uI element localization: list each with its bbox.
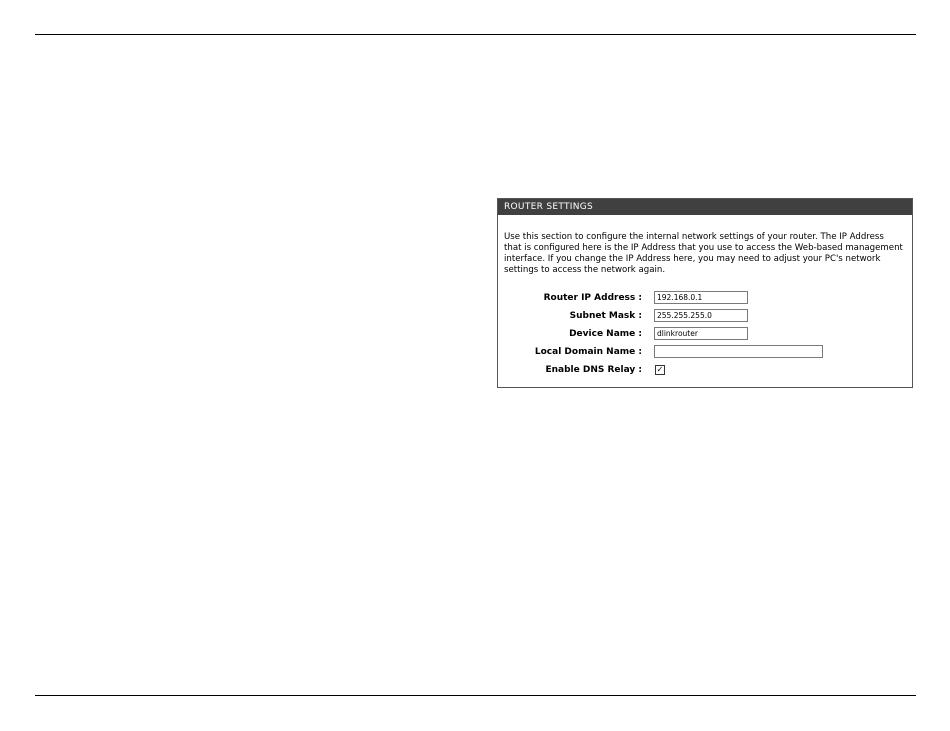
router-settings-panel <box>497 198 913 388</box>
local-domain-input[interactable] <box>654 345 823 358</box>
router-ip-input[interactable]: 192.168.0.1 <box>654 291 748 304</box>
subnet-mask-row <box>498 309 912 327</box>
dns-relay-label: Enable DNS Relay : <box>545 365 642 375</box>
subnet-mask-label: Subnet Mask : <box>569 311 642 321</box>
dns-relay-checkbox[interactable] <box>655 365 665 375</box>
panel-description: Use this section to configure the internal network settings of your router. The IP Address that is configured here is the IP Address that you use to access the Web-based management interface. If you change the IP Address here, you may need to adjust your PC's network settings to access the network again. <box>504 232 903 275</box>
local-domain-row <box>498 345 912 363</box>
top-rule <box>35 34 916 35</box>
local-domain-label: Local Domain Name : <box>534 347 642 357</box>
checkmark-icon: ✓ <box>656 365 664 374</box>
device-name-input[interactable]: dlinkrouter <box>654 327 748 340</box>
subnet-mask-input[interactable]: 255.255.255.0 <box>654 309 748 322</box>
router-ip-label: Router IP Address : <box>543 293 642 303</box>
panel-title: ROUTER SETTINGS <box>498 199 912 215</box>
dns-relay-row <box>498 363 912 381</box>
device-name-row <box>498 327 912 345</box>
device-name-label: Device Name : <box>569 329 642 339</box>
bottom-rule <box>35 695 916 696</box>
router-ip-row <box>498 291 912 309</box>
settings-form <box>498 291 912 381</box>
